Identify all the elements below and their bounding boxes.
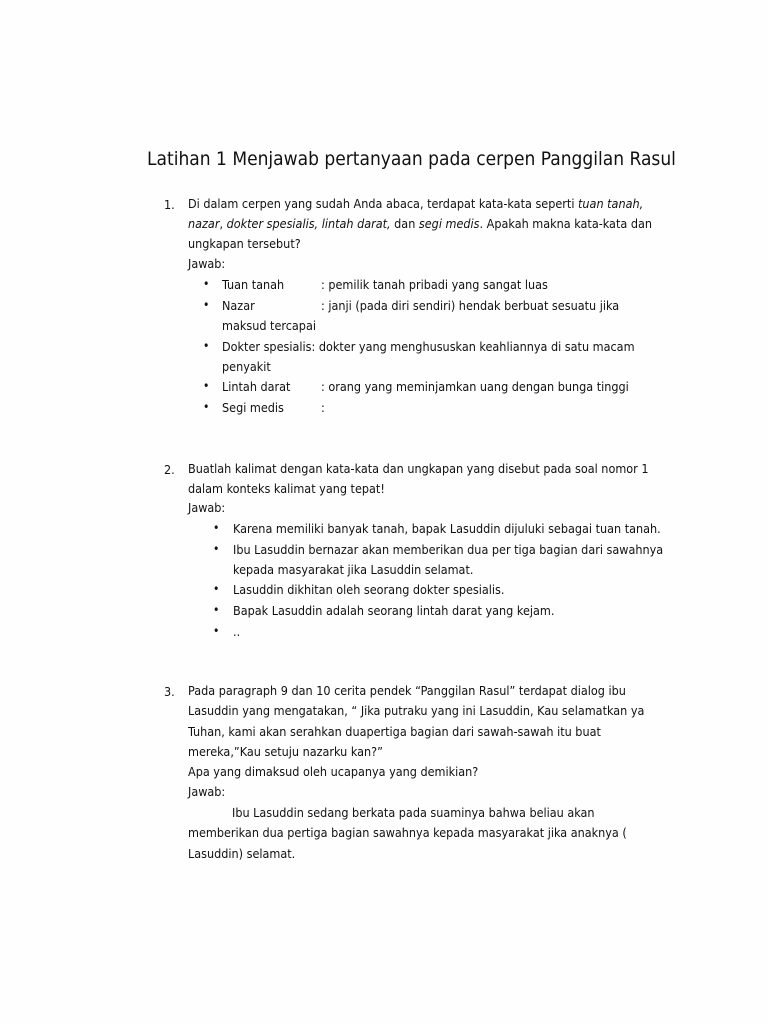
question-3-line-5: Apa yang dimaksud oleh ucapanya yang demikian?: [188, 764, 479, 779]
answer-label-1: Jawab:: [188, 256, 226, 271]
sentence-2-cont: kepada masyarakat jika Lasuddin selamat.: [233, 562, 474, 577]
bullet: •: [213, 624, 220, 638]
sentence-2: Ibu Lasuddin bernazar akan memberikan dua per tiga bagian dari sawahnya: [233, 542, 664, 557]
sentence-3: Lasuddin dikhitan oleh seorang dokter spesialis.: [233, 582, 505, 597]
question-1-line-2: nazar, dokter spesialis, lintah darat, dan segi medis. Apakah makna kata-kata dan: [188, 216, 652, 231]
definition-dokter-spesialis-cont: penyakit: [222, 359, 271, 374]
bullet: •: [203, 339, 210, 353]
answer-3-line-2: memberikan dua pertiga bagian sawahnya kepada masyarakat jika anaknya (: [188, 825, 627, 840]
definition-segi-medis: Segi medis :: [222, 400, 325, 415]
definition-dokter-spesialis: Dokter spesialis: dokter yang menghususkan keahliannya di satu macam: [222, 339, 635, 354]
question-2-number: 2.: [164, 462, 175, 477]
question-1-number: 1.: [164, 197, 175, 212]
definition-nazar-cont: maksud tercapai: [222, 318, 316, 333]
question-3-line-4: mereka,”Kau setuju nazarku kan?”: [188, 744, 383, 759]
bullet: •: [213, 542, 220, 556]
question-3-line-1: Pada paragraph 9 dan 10 cerita pendek “Panggilan Rasul” terdapat dialog ibu: [188, 683, 626, 698]
answer-label-2: Jawab:: [188, 500, 226, 515]
definition-tuan-tanah: Tuan tanah : pemilik tanah pribadi yang sangat luas: [222, 277, 548, 292]
page-title: Latihan 1 Menjawab pertanyaan pada cerpen Panggilan Rasul: [147, 148, 676, 170]
sentence-5: ..: [233, 624, 241, 639]
definition-lintah-darat: Lintah darat : orang yang meminjamkan uang dengan bunga tinggi: [222, 379, 629, 394]
question-3-line-3: Tuhan, kami akan serahkan duapertiga bagian dari sawah-sawah itu buat: [188, 724, 601, 739]
question-1-line-3: ungkapan tersebut?: [188, 236, 301, 251]
question-1-line-1: Di dalam cerpen yang sudah Anda abaca, terdapat kata-kata seperti tuan tanah,: [188, 196, 644, 211]
bullet: •: [203, 298, 210, 312]
answer-3-line-3: Lasuddin) selamat.: [188, 846, 296, 861]
definition-nazar: Nazar : janji (pada diri sendiri) hendak berbuat sesuatu jika: [222, 298, 620, 313]
answer-3-line-1: Ibu Lasuddin sedang berkata pada suaminya bahwa beliau akan: [232, 805, 595, 820]
bullet: •: [203, 277, 210, 291]
sentence-1: Karena memiliki banyak tanah, bapak Lasuddin dijuluki sebagai tuan tanah.: [233, 521, 661, 536]
question-2-line-2: dalam konteks kalimat yang tepat!: [188, 481, 385, 496]
bullet: •: [213, 521, 220, 535]
bullet: •: [213, 603, 220, 617]
sentence-4: Bapak Lasuddin adalah seorang lintah darat yang kejam.: [233, 603, 555, 618]
question-3-number: 3.: [164, 684, 175, 699]
bullet: •: [203, 400, 210, 414]
question-2-line-1: Buatlah kalimat dengan kata-kata dan ungkapan yang disebut pada soal nomor 1: [188, 461, 649, 476]
answer-label-3: Jawab:: [188, 784, 226, 799]
question-3-line-2: Lasuddin yang mengatakan, “ Jika putraku yang ini Lasuddin, Kau selamatkan ya: [188, 703, 645, 718]
bullet: •: [213, 582, 220, 596]
bullet: •: [203, 379, 210, 393]
